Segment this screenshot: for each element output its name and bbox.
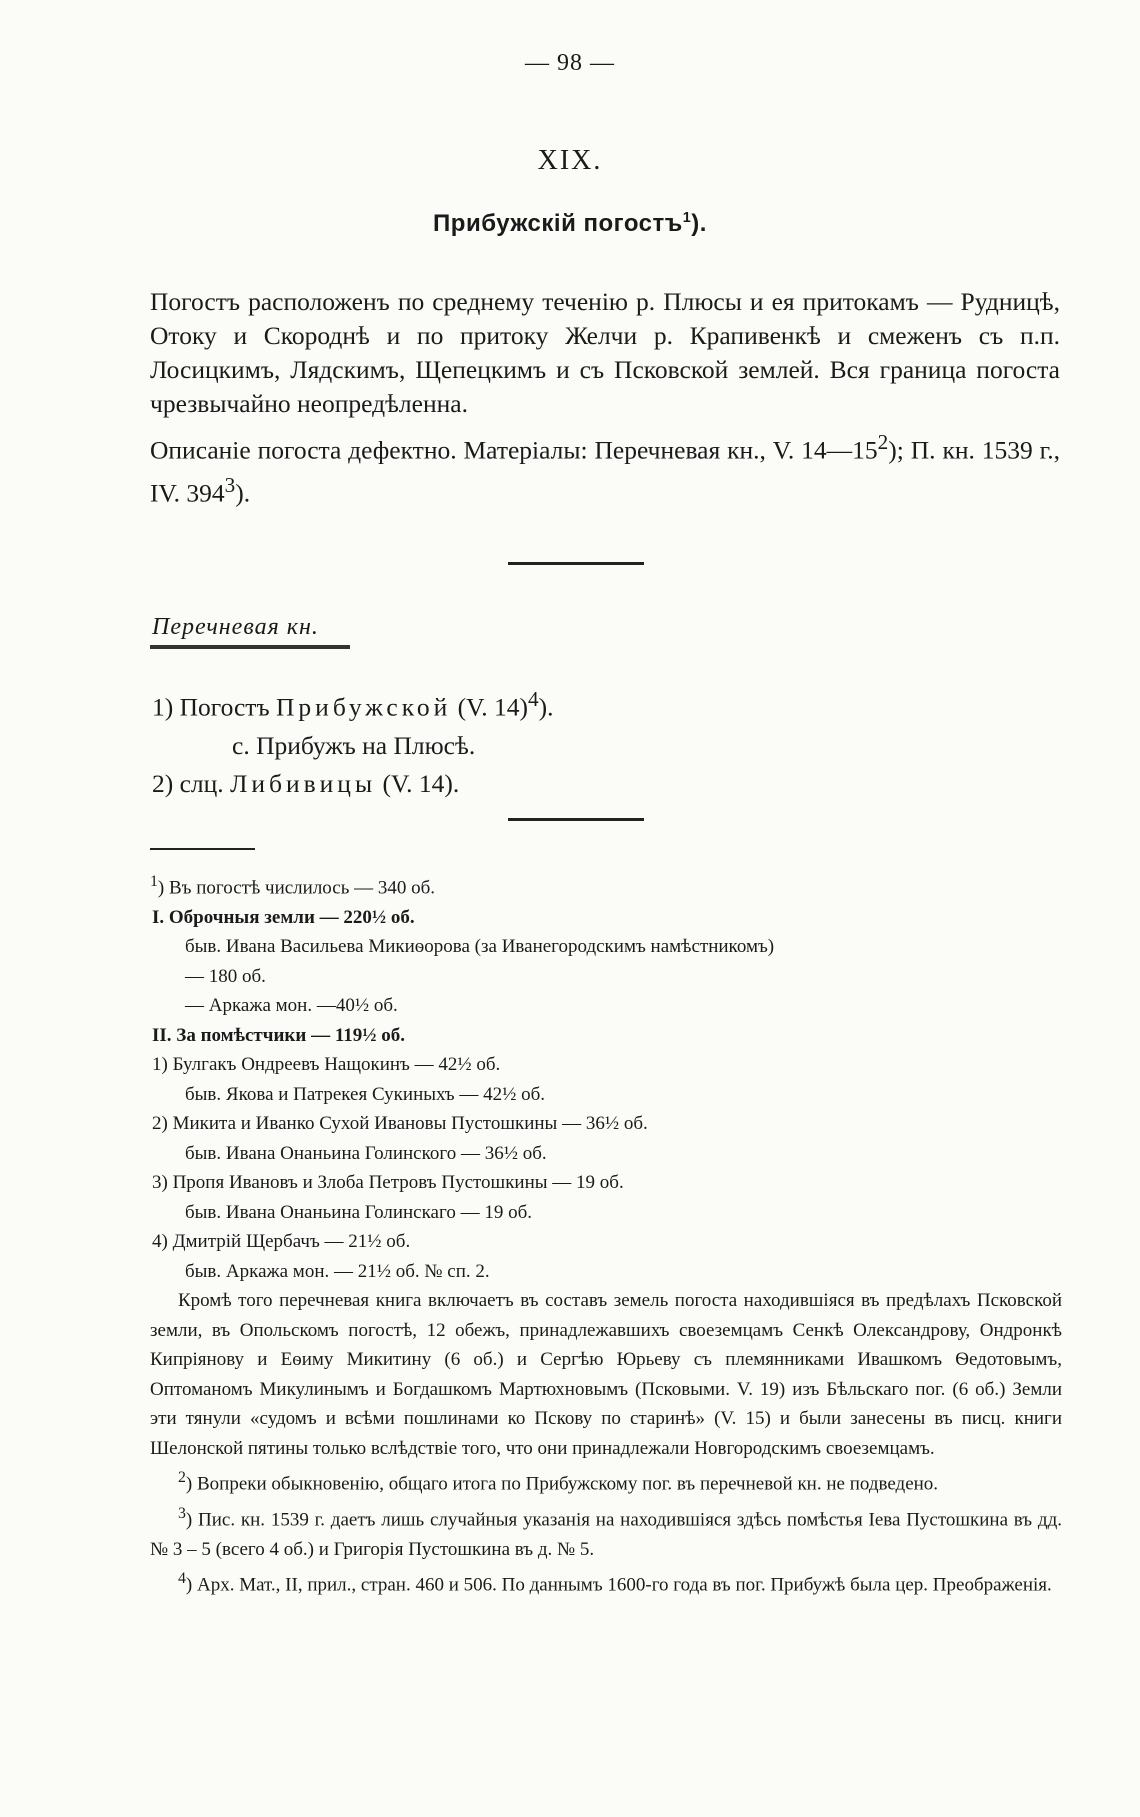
footnote-1-line: быв. Ивана Васильева Микиѳорова (за Иванегородскимъ намѣстникомъ) [185, 936, 775, 958]
chapter-title [0, 210, 1140, 238]
intro-paragraph-2 [150, 425, 1060, 510]
footnote-ref[interactable]: 4 [527, 687, 539, 711]
footnote-1-text: ) Въ погостѣ числилось — 340 об. [157, 877, 436, 899]
chapter-title-text: Прибужскій погостъ [433, 210, 683, 237]
footnotes [150, 867, 1062, 1600]
footnote-4-text: ) Арх. Мат., II, прил., стран. 460 и 506. По даннымъ 1600-го года въ пог. Прибужѣ была цер. Преображенія. [185, 1574, 1052, 1596]
footnote-1-line: быв. Аркажа мон. — 21½ об. № сп. 2. [185, 1260, 490, 1282]
chapter-title-end: ). [691, 210, 707, 237]
intro-text [150, 285, 1060, 510]
entry-2-ref: (V. 14). [382, 768, 460, 798]
group-II-title: II. За помѣстчики — 119½ об. [152, 1024, 406, 1046]
entry-1-ref: (V. 14) [457, 692, 528, 722]
section-title: Перечневая кн. [152, 614, 319, 640]
footnote-1-line: 1) Булгакъ Ондреевъ Нащокинъ — 42½ об. [152, 1054, 501, 1076]
entry-1-prefix: 1) Погостъ [152, 692, 270, 722]
page-number: — 98 — [525, 50, 615, 76]
intro-p2-b: ); П. кн. 1539 г., IV. 394 [150, 435, 1060, 507]
entry-1 [152, 680, 553, 727]
footnote-mark: 3 [178, 1505, 186, 1523]
footnote-1-line: быв. Ивана Онаньина Голинского — 36½ об. [185, 1142, 547, 1164]
register-entries [152, 680, 553, 803]
footnote-1-group-II [150, 1021, 1062, 1051]
footnote-mark: 2 [178, 1469, 186, 1487]
footnote-rule [150, 848, 255, 850]
entry-1-sub: с. Прибужъ на Плюсѣ. [232, 730, 476, 760]
section-underline [150, 645, 350, 649]
intro-p2-c: ). [235, 478, 251, 507]
entry-2-prefix: 2) слц. [152, 768, 224, 798]
footnote-mark: 4 [178, 1570, 186, 1588]
footnote-4 [150, 1564, 1062, 1600]
footnote-2 [150, 1463, 1062, 1499]
footnote-3 [150, 1499, 1062, 1564]
footnote-1-line: 4) Дмитрій Щербачъ — 21½ об. [152, 1231, 411, 1253]
footnote-1-group-I [150, 903, 1062, 933]
footnote-1-line: — Аркажа мон. —40½ об. [185, 995, 398, 1017]
footnote-mark: 1 [150, 873, 158, 890]
footnote-1-line: — 180 об. [185, 965, 266, 987]
group-I-title: I. Оброчныя земли — 220½ об. [152, 906, 415, 928]
footnote-ref[interactable]: 1 [682, 210, 692, 226]
footnote-3-text: ) Пис. кн. 1539 г. даетъ лишь случайныя указанія на находившіяся здѣсь помѣстья Іева Пустошкина въ дд. № 3 – 5 (всего 4 об.) и Григорія Пустошкина въ д. № 5. [150, 1509, 1062, 1560]
footnote-1-head [150, 867, 1062, 903]
footnote-2-text: ) Вопреки обыкновенію, общаго итога по Прибужскому пог. въ перечневой кн. не подведено. [185, 1473, 939, 1495]
footnote-1-paragraph: Кромѣ того перечневая книга включаетъ въ составъ земель погоста находившіяся въ предѣлахъ Псковской земли, въ Опольскомъ погостѣ, 12 обежъ, принадлежавшихъ своеземцамъ Сенкѣ Олександрову, Ондронкѣ Кипріянову и Еѳиму Микитину (6 об.) и Сергѣю Юрьеву съ племянниками Ивашкомъ Ѳедотовымъ, Оптоманомъ Микулинымъ и Богдашкомъ Мартюхновымъ (Псковыми. V. 19) изъ Бѣльскаго пог. (6 об.) Земли эти тянули «судомъ и всѣми пошлинами ко Пскову по старинѣ» (V. 15) и были занесены въ писц. книги Шелонской пятины только вслѣдствіе того, что они принадлежали Новгородскимъ своеземцамъ. [150, 1290, 1062, 1459]
entry-1-end: ). [538, 692, 554, 722]
footnote-ref[interactable]: 3 [224, 472, 236, 497]
divider [508, 818, 644, 821]
footnote-1-line: 2) Микита и Иванко Сухой Ивановы Пустошкины — 36½ об. [152, 1113, 648, 1135]
chapter-number: XIX. [537, 145, 603, 176]
intro-paragraph-1: Погостъ расположенъ по среднему теченію р. Плюсы и ея притокамъ — Рудницѣ, Отоку и Скороднѣ и по притоку Желчи р. Крапивенкѣ и смеженъ съ п.п. Лосицкимъ, Лядскимъ, Щепецкимъ и съ Псковской землей. Вся граница погоста чрезвычайно неопредѣленна. [150, 287, 1060, 418]
entry-2 [152, 765, 553, 803]
intro-p2-a: Описаніе погоста дефектно. Матеріалы: Перечневая кн., V. 14—15 [150, 435, 878, 465]
divider [508, 562, 644, 565]
footnote-1-line: быв. Ивана Онаньина Голинскаго — 19 об. [185, 1201, 532, 1223]
entry-2-name: Либивицы [230, 768, 377, 798]
entry-1-name: Прибужской [276, 692, 452, 722]
footnote-ref[interactable]: 2 [877, 430, 889, 454]
footnote-1-line: 3) Пропя Ивановъ и Злоба Петровъ Пустошкины — 19 об. [152, 1172, 624, 1194]
footnote-1-line: быв. Якова и Патрекея Сукиныхъ — 42½ об. [185, 1083, 546, 1105]
